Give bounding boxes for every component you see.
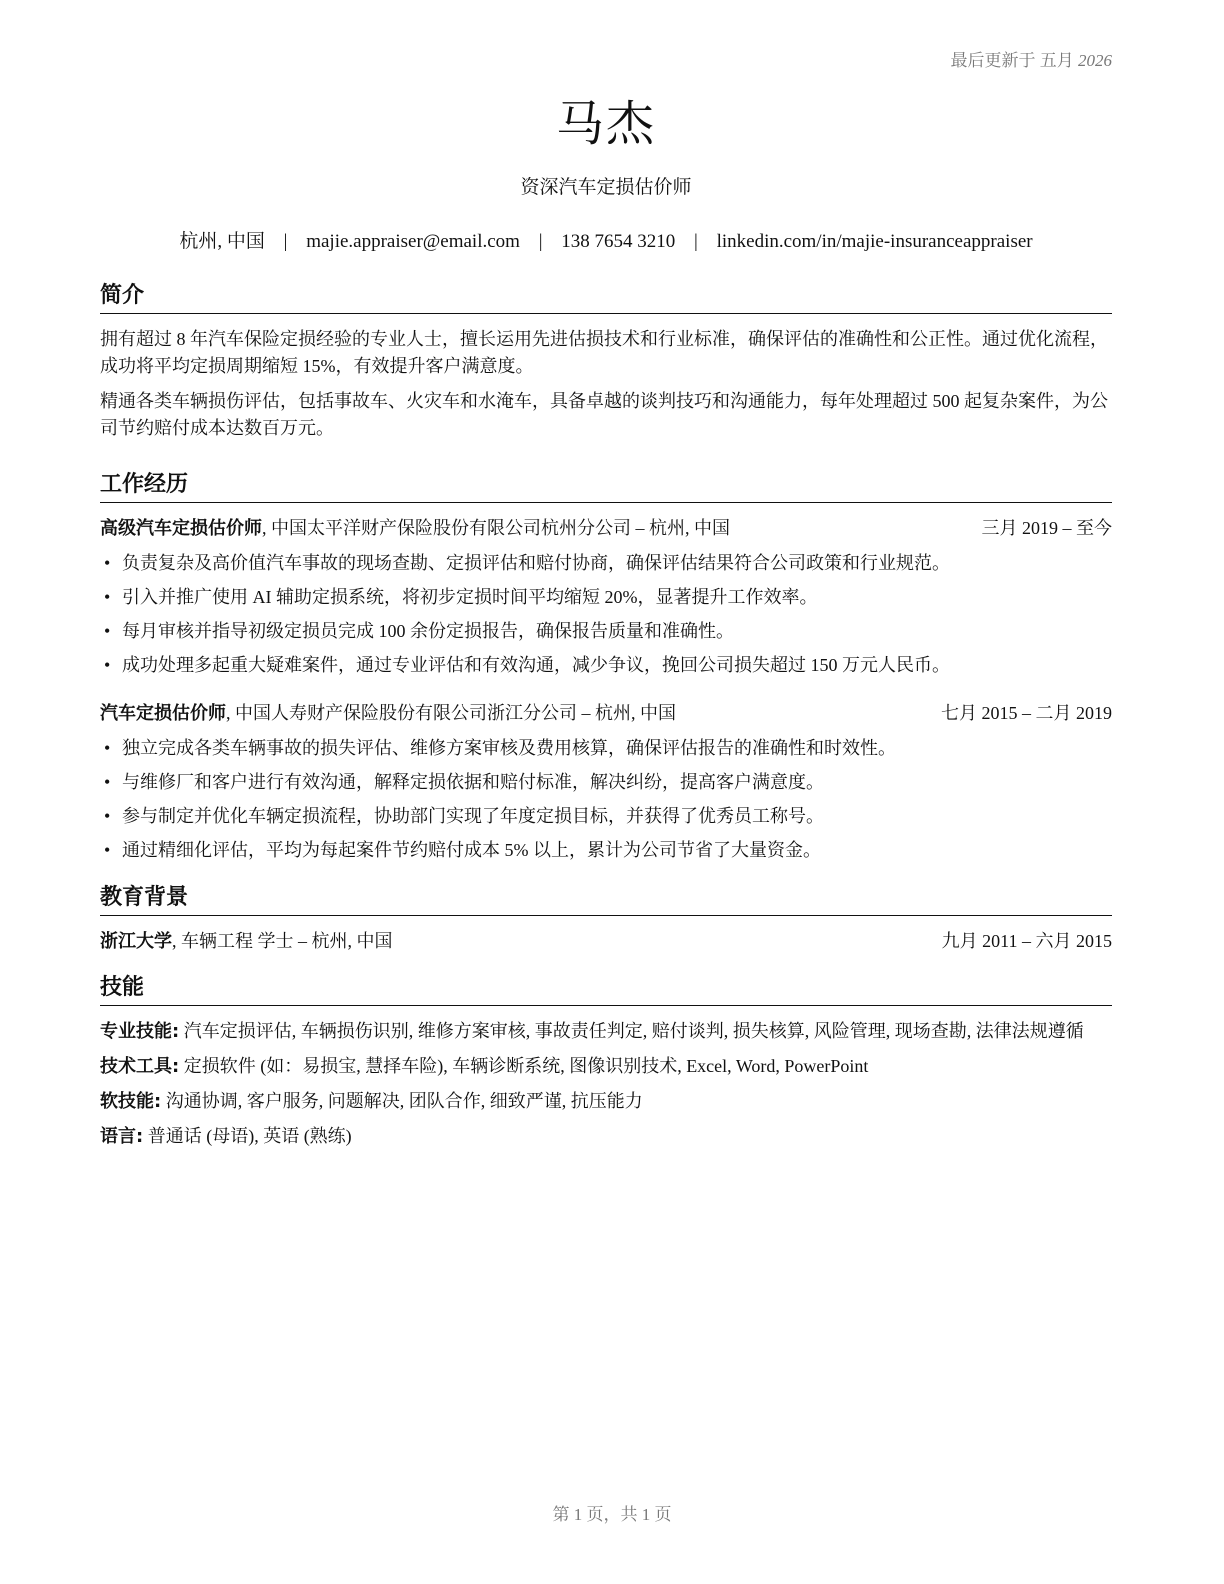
section-title-experience: 工作经历 [100,470,1112,503]
skill-row [100,1053,1112,1080]
bullet-icon: • [104,587,111,607]
education-school: 浙江大学 [100,931,172,952]
skill-label: 语言: [100,1126,144,1147]
bullet-icon: • [104,840,111,860]
contact-separator: | [538,231,543,252]
list-item [100,833,1112,867]
job-org: , 中国太平洋财产保险股份有限公司杭州分公司 – 杭州, 中国 [262,518,730,538]
job-dates: 三月 2019 – 至今 [981,518,1112,538]
contact-line [100,226,1112,253]
list-item [100,799,1112,833]
job-title-org [100,700,676,727]
job-dates: 七月 2015 – 二月 2019 [941,703,1112,723]
skill-value: 汽车定损评估, 车辆损伤识别, 维修方案审核, 事故责任判定, 赔付谈判, 损失核算, 风险管理, 现场查勘, 法律法规遵循 [179,1021,1084,1041]
education-entry [100,928,1112,955]
contact-phone: 138 7654 3210 [561,231,676,252]
skill-label: 技术工具: [100,1056,180,1077]
skill-row [100,1123,1112,1150]
job-role: 汽车定损估价师 [100,703,226,724]
job-title-org [100,515,730,542]
list-item [100,614,1112,648]
page-footer: 第 1 页，共 1 页 [552,1505,672,1524]
job-entry [100,700,1112,867]
bullet-icon: • [104,738,111,758]
last-updated [100,46,1112,70]
last-updated-label: 最后更新于 五月 [950,51,1074,70]
contact-linkedin-link[interactable]: linkedin.com/in/majie-insuranceappraiser [716,231,1033,252]
skill-row [100,1018,1112,1045]
job-entry [100,515,1112,682]
job-header [100,700,1112,727]
job-header [100,515,1112,542]
education-detail: , 车辆工程 学士 – 杭州, 中国 [172,931,393,951]
candidate-headline: 资深汽车定损估价师 [520,177,692,198]
bullet-icon: • [104,806,111,826]
bullet-text: 通过精细化评估，平均为每起案件节约赔付成本 5% 以上，累计为公司节省了大量资金。 [122,840,821,860]
list-item [100,546,1112,580]
job-bullets [100,731,1112,867]
contact-location: 杭州, 中国 [179,231,265,252]
summary-paragraph: 精通各类车辆损伤评估，包括事故车、火灾车和水淹车，具备卓越的谈判技巧和沟通能力，每年处理超过 500 起复杂案件，为公司节约赔付成本达数百万元。 [100,391,1108,438]
bullet-text: 与维修厂和客户进行有效沟通，解释定损依据和赔付标准，解决纠纷，提高客户满意度。 [122,772,824,792]
job-org: , 中国人寿财产保险股份有限公司浙江分公司 – 杭州, 中国 [226,703,676,723]
job-bullets [100,546,1112,682]
list-item [100,731,1112,765]
bullet-text: 独立完成各类车辆事故的损失评估、维修方案审核及费用核算，确保评估报告的准确性和时效性。 [122,738,896,758]
list-item [100,580,1112,614]
bullet-icon: • [104,772,111,792]
bullet-text: 引入并推广使用 AI 辅助定损系统，将初步定损时间平均缩短 20%，显著提升工作效率。 [122,587,818,607]
skill-label: 软技能: [100,1091,162,1112]
section-title-summary: 简介 [100,281,1112,314]
skill-label: 专业技能: [100,1021,180,1042]
bullet-text: 负责复杂及高价值汽车事故的现场查勘、定损评估和赔付协商，确保评估结果符合公司政策和行业规范。 [122,553,950,573]
bullet-icon: • [104,553,111,573]
bullet-icon: • [104,621,111,641]
bullet-text: 参与制定并优化车辆定损流程，协助部门实现了年度定损目标，并获得了优秀员工称号。 [122,806,824,826]
list-item [100,648,1112,682]
bullet-text: 成功处理多起重大疑难案件，通过专业评估和有效沟通，减少争议，挽回公司损失超过 150 万元人民币。 [122,655,950,675]
resume-page [100,40,1112,1158]
skill-row [100,1088,1112,1115]
skill-value: 定损软件 (如：易损宝, 慧择车险), 车辆诊断系统, 图像识别技术, Excel, Word, PowerPoint [179,1056,869,1076]
list-item [100,765,1112,799]
last-updated-year: 2026 [1078,51,1112,70]
bullet-icon: • [104,655,111,675]
bullet-text: 每月审核并指导初级定损员完成 100 余份定损报告，确保报告质量和准确性。 [122,621,734,641]
summary-paragraph: 拥有超过 8 年汽车保险定损经验的专业人士，擅长运用先进估损技术和行业标准，确保评估的准确性和公正性。通过优化流程，成功将平均定损周期缩短 15%，有效提升客户满意度。 [100,329,1108,376]
contact-email-link[interactable]: majie.appraiser@email.com [306,231,520,252]
section-title-education: 教育背景 [100,883,1112,916]
candidate-name: 马杰 [555,96,656,152]
contact-separator: | [283,231,288,252]
education-school-detail [100,928,393,955]
skill-value: 沟通协调, 客户服务, 问题解决, 团队合作, 细致严谨, 抗压能力 [161,1091,643,1111]
education-dates: 九月 2011 – 六月 2015 [941,931,1112,951]
section-title-skills: 技能 [100,973,1112,1006]
skill-value: 普通话 (母语), 英语 (熟练) [143,1126,352,1146]
job-role: 高级汽车定损估价师 [100,518,262,539]
contact-separator: | [694,231,698,252]
